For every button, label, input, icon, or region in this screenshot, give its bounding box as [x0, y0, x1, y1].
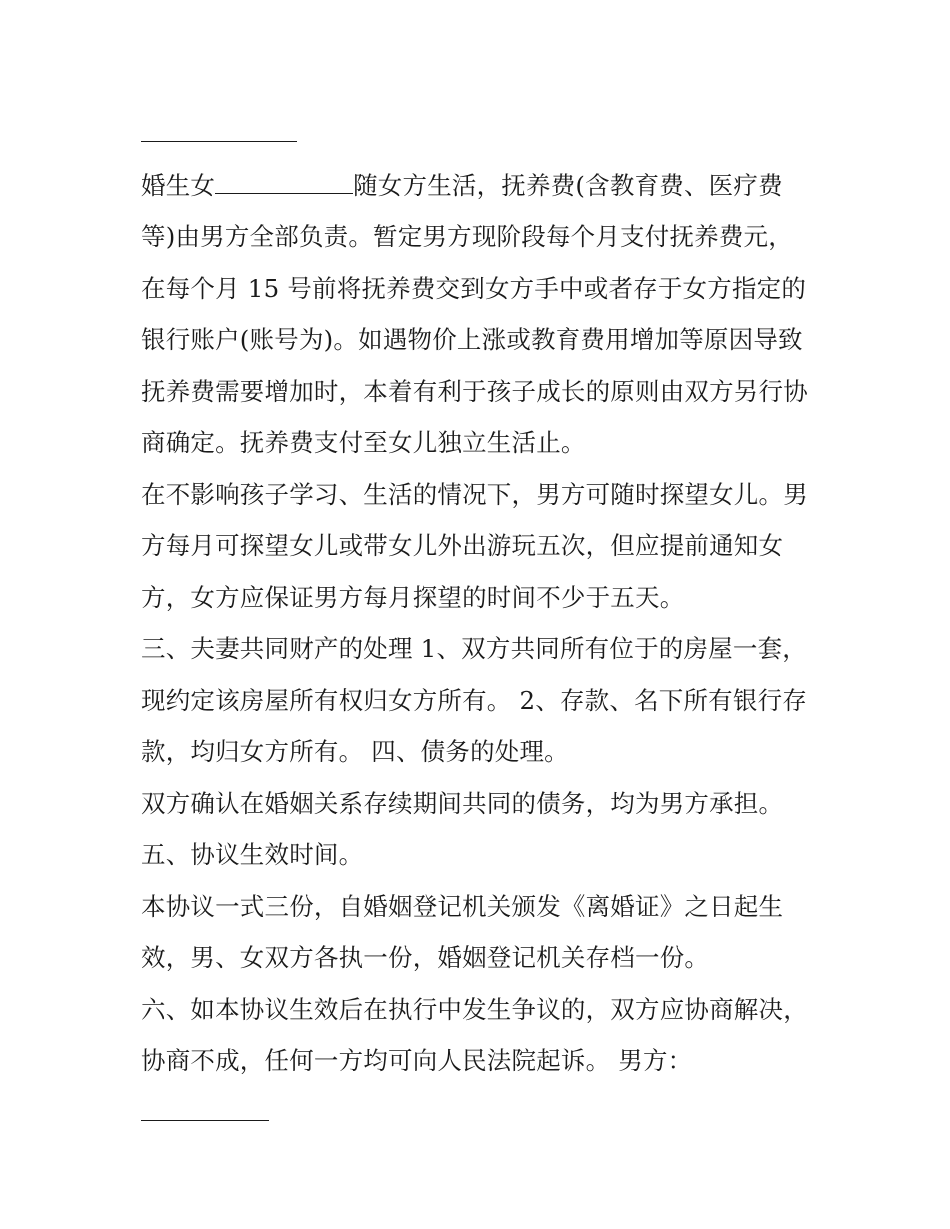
line-10: 方，女方应保证男方每月探望的时间不少于五天。: [141, 582, 685, 612]
line-3: 等)由男方全部负责。暂定男方现阶段每个月支付抚养费元，: [141, 222, 793, 251]
fill-in-blank: [215, 173, 353, 194]
line-4: 在每个月 15 号前将抚养费交到女方手中或者存于女方指定的: [141, 273, 807, 303]
line-blank-end: [141, 1087, 821, 1139]
line-6: 抚养费需要增加时，本着有利于孩子成长的原则由双方另行协: [141, 376, 808, 406]
fill-in-blank: [141, 1100, 269, 1121]
line-8: 在不影响孩子学习、生活的情况下，男方可随时探望女儿。男: [141, 479, 808, 509]
fill-in-blank: [141, 121, 297, 142]
line-2-part-b: 随女方生活，抚养费(含教育费、医疗费: [353, 170, 783, 200]
line-9: 方每月可探望女儿或带女儿外出游玩五次，但应提前通知女: [141, 531, 784, 560]
line-7: 商确定。抚养费支付至女儿独立生活止。: [141, 428, 586, 457]
line-17: 效，男、女双方各执一份，婚姻登记机关存档一份。: [141, 943, 710, 972]
line-12: 现约定该房屋所有权归女方所有。 2、存款、名下所有银行存: [141, 685, 807, 715]
line-blank-top: [141, 108, 821, 160]
document-body: [141, 108, 821, 1138]
line-19: 协商不成，任何一方均可向人民法院起诉。 男方：: [141, 1046, 693, 1075]
line-14: 双方确认在婚姻关系存续期间共同的债务，均为男方承担。: [141, 788, 784, 818]
line-2-part-a: 婚生女: [141, 170, 216, 200]
line-15: 五、协议生效时间。: [141, 840, 364, 869]
line-16: 本协议一式三份，自婚姻登记机关颁发《离婚证》之日起生: [141, 891, 784, 921]
line-11: 三、夫妻共同财产的处理 1、双方共同所有位于的房屋一套，: [141, 634, 807, 663]
line-2: [141, 160, 821, 212]
line-13: 款，均归女方所有。 四、债务的处理。: [141, 737, 569, 766]
line-18: 六、如本协议生效后在执行中发生争议的，双方应协商解决，: [141, 994, 808, 1024]
line-5: 银行账户(账号为)。如遇物价上涨或教育费用增加等原因导致: [141, 325, 803, 354]
